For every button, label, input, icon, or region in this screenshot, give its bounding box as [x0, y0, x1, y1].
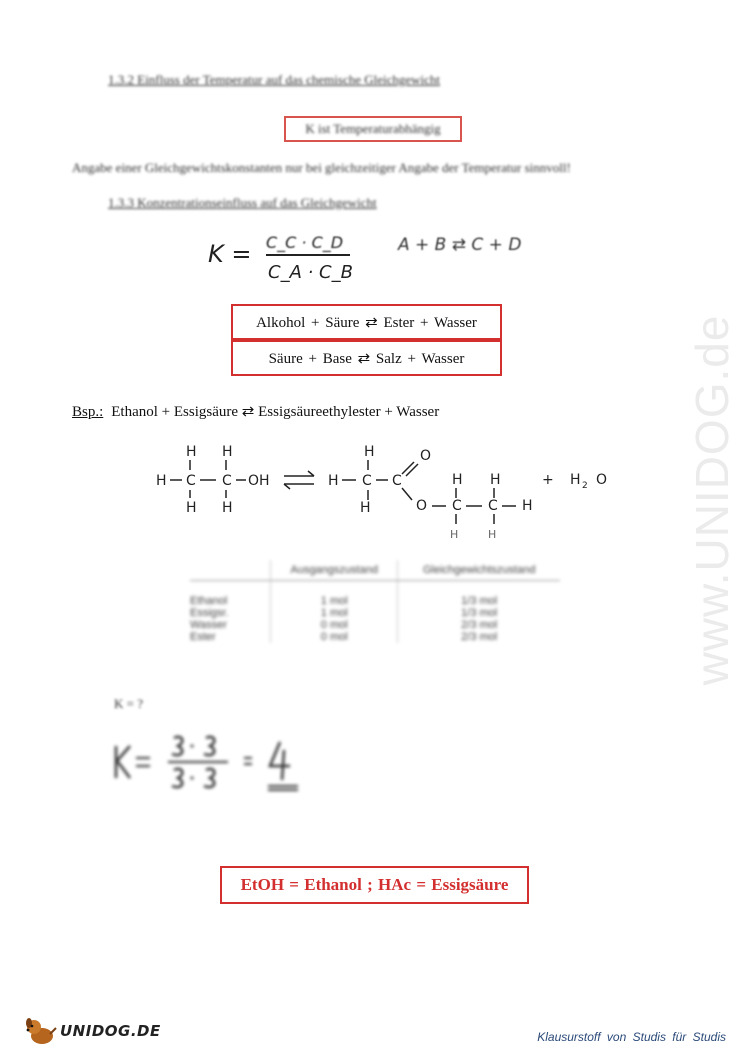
footer-brand[interactable]	[24, 1016, 161, 1046]
formula-reaction: A + B ⇄ C + D	[398, 235, 522, 255]
table-header-cell: Gleichgewichtszustand	[398, 560, 560, 581]
svg-text:H: H	[570, 472, 581, 488]
svg-text:H: H	[490, 472, 501, 488]
example-text: Ethanol + Essigsäure ⇄ Essigsäureethylester + Wasser	[111, 404, 440, 420]
esterification-structure-diagram	[150, 440, 620, 545]
svg-text:C: C	[392, 473, 402, 489]
table-header-row	[190, 560, 560, 581]
formula-k-label: K =	[208, 240, 252, 268]
table-cell: 2/3 mol	[398, 631, 560, 643]
svg-text:H: H	[186, 500, 197, 516]
formula-numerator: C_C · C_D	[266, 233, 344, 252]
equilibrium-sentence: Angabe einer Gleichgewichtskonstanten nur bei gleichzeitiger Angabe der Temperatur sinnvoll!	[72, 160, 571, 175]
svg-text:C: C	[488, 498, 498, 514]
svg-text:H: H	[222, 500, 233, 516]
footer-tagline: Klausurstoff von Studis für Studis	[537, 1030, 726, 1044]
mole-table	[190, 560, 560, 643]
svg-text:+: +	[542, 472, 554, 488]
dog-logo-icon	[24, 1016, 58, 1046]
k-calculation-scribble	[110, 728, 310, 798]
watermark: www.UNIDOG.de	[686, 314, 738, 686]
svg-text:H: H	[328, 473, 339, 489]
reaction-box-salt: Säure + Base ⇄ Salz + Wasser	[231, 340, 502, 376]
reaction-box-ester: Alkohol + Säure ⇄ Ester + Wasser	[231, 304, 502, 340]
table-cell: 1/3 mol	[398, 607, 560, 619]
table-cell: 0 mol	[271, 619, 398, 631]
table-cell: 1/3 mol	[398, 595, 560, 607]
brand-name: UNIDOG.DE	[60, 1022, 161, 1040]
table-row	[190, 619, 560, 631]
svg-text:H: H	[522, 498, 533, 514]
svg-text:H: H	[156, 473, 167, 489]
table-header-cell	[190, 560, 271, 581]
svg-text:H: H	[222, 444, 233, 460]
table-cell: 1 mol	[271, 595, 398, 607]
example-label: Bsp.:	[72, 404, 104, 420]
svg-text:C: C	[222, 473, 232, 489]
table-cell: Essigsr.	[190, 607, 229, 619]
ester-structure	[328, 444, 533, 541]
svg-text:OH: OH	[248, 473, 270, 489]
table-header-cell: Ausgangszustand	[271, 560, 398, 581]
equilibrium-arrows	[284, 471, 314, 489]
svg-text:C: C	[452, 498, 462, 514]
svg-text:H: H	[186, 444, 197, 460]
table-row	[190, 631, 560, 643]
equilibrium-constant-formula	[200, 222, 560, 288]
table-row	[190, 595, 560, 607]
formula-denominator: C_A · C_B	[268, 262, 353, 283]
svg-text:O: O	[416, 498, 428, 514]
svg-text:H: H	[360, 500, 371, 516]
table-cell: Wasser	[190, 619, 227, 631]
temperature-note-box	[284, 116, 462, 142]
table-cell: Ester	[190, 631, 216, 643]
water-product	[542, 472, 607, 491]
svg-text:H: H	[364, 444, 375, 460]
svg-text:H: H	[488, 528, 497, 541]
table-cell: 2/3 mol	[398, 619, 560, 631]
section-heading-1-3-2: 1.3.2 Einfluss der Temperatur auf das chemische Gleichgewicht	[108, 72, 441, 87]
table-cell: 1 mol	[271, 607, 398, 619]
svg-text:O: O	[420, 448, 432, 464]
ethanol-structure	[156, 444, 270, 516]
example-line	[72, 402, 439, 421]
table-cell: 0 mol	[271, 631, 398, 643]
temperature-note-text: K ist Temperaturabhängig	[305, 121, 441, 136]
section-heading-1-3-3: 1.3.3 Konzentrationseinfluss auf das Gleichgewicht	[108, 195, 377, 210]
table-row	[190, 607, 560, 619]
k-question: K = ?	[114, 696, 143, 711]
svg-text:C: C	[186, 473, 196, 489]
svg-text:O: O	[596, 472, 608, 488]
svg-text:H: H	[452, 472, 463, 488]
abbreviation-box: EtOH = Ethanol ; HAc = Essigsäure	[220, 866, 529, 904]
svg-text:H: H	[450, 528, 459, 541]
svg-text:2: 2	[582, 481, 588, 491]
table-cell: Ethanol	[190, 595, 228, 607]
svg-text:C: C	[362, 473, 372, 489]
